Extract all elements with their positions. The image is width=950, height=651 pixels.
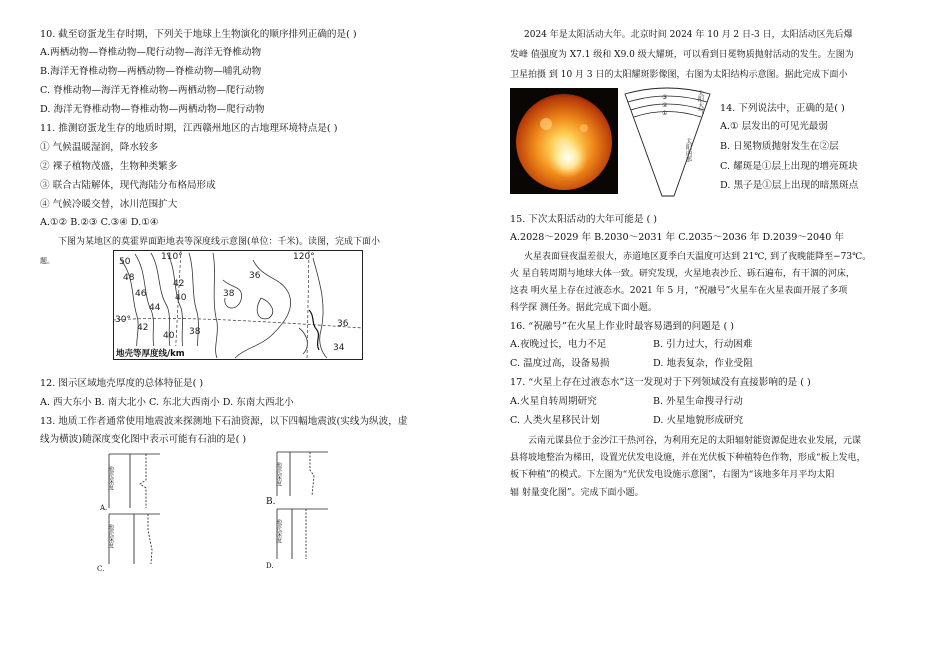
- q10-option-d: D. 海洋无脊椎动物—脊椎动物—两栖动物—爬行动物: [40, 104, 265, 115]
- q11-statement-4: ④ 气候冷暖交替，冰川范围扩大: [40, 199, 178, 210]
- moho-depth-map: [113, 250, 363, 360]
- mars-intro-line-1: 火星表面昼夜温差很大，赤道地区夏季白天温度可达到 21℃, 到了夜晚能降至−73℃。: [524, 252, 872, 262]
- pv-intro-line-1: 云南元谋县位于金沙江干热河谷，为利用充足的太阳辐射能资源促进农业发展，元谋: [528, 436, 862, 446]
- sun-intro-line-1: 2024 年是太阳活动大年。北京时间 2024 年 10 月 2 日-3 日，太阳活动区先后爆: [524, 30, 853, 40]
- q11-statement-1: ① 气候温暖湿润，降水较多: [40, 142, 159, 153]
- q14-option-c: C. 耀斑是①层上出现的增亮斑块: [720, 161, 858, 172]
- panel-d-letter: D.: [266, 562, 274, 570]
- seismic-panel-a: [104, 450, 184, 512]
- diagram-atmosphere-label: 太阳大气: [696, 90, 704, 114]
- map-label-40-top: 40: [175, 293, 187, 303]
- q13-stem-line-1: 13. 地质工作者通常使用地震波来探测地下石油资源，以下四幅地震波(实线为纵波，虚: [40, 416, 408, 427]
- diagram-layer-3: ③: [662, 94, 668, 101]
- map-label-36-east: 36: [337, 319, 349, 329]
- q13-stem-line-2: 线为横波)随深度变化图中表示可能有石油的是( ): [40, 434, 247, 445]
- map-label-30-lat: 30°: [115, 315, 131, 325]
- q12-stem: 12. 图示区域地壳厚度的总体特征是( ): [40, 378, 204, 389]
- map-label-44: 44: [149, 303, 161, 313]
- panel-c-axis-label: 地壳深度: [106, 524, 114, 548]
- q16-option-d: D. 地表复杂，作业受阻: [653, 358, 753, 369]
- q14-stem: 14. 下列说法中，正确的是( ): [720, 103, 845, 114]
- q10-option-c: C. 脊椎动物—海洋无脊椎动物—两栖动物—爬行动物: [40, 85, 265, 96]
- seismic-panel-c: [104, 510, 184, 568]
- q14-option-b: B. 日冕物质抛射发生在②层: [720, 141, 839, 152]
- pv-intro-line-3: 板下种植”的模式。下左图为“光伏发电设施示意图”，右图为“该地多年月平均太阳: [510, 470, 835, 480]
- map-intro-line-2: 题。: [40, 257, 54, 265]
- panel-a-letter: A.: [100, 504, 108, 512]
- q16-option-c: C. 温度过高，设备易损: [510, 358, 610, 369]
- q11-stem: 11. 推测窃蛋龙生存的地质时期，江西赣州地区的古地理环境特点是( ): [40, 123, 338, 134]
- map-label-42-bottom: 42: [137, 323, 149, 333]
- q11-choices: A.①② B.②③ C.③④ D.①④: [40, 217, 159, 228]
- q10-stem: 10. 截至窃蛋龙生存时期，下列关于地球上生物演化的顺序排列正确的是( ): [40, 29, 357, 40]
- diagram-layer-2: ②: [662, 102, 668, 109]
- map-label-40-bottom: 40: [163, 331, 175, 341]
- q14-option-d: D. 黑子是①层上出现的暗黑斑点: [720, 180, 859, 191]
- panel-b-letter: B.: [266, 497, 276, 507]
- map-label-38-top: 38: [223, 289, 235, 299]
- map-label-36: 36: [249, 271, 261, 281]
- q10-option-b: B.海洋无脊椎动物—两栖动物—脊椎动物—哺乳动物: [40, 66, 262, 77]
- solar-flare-photo: [510, 88, 618, 194]
- sun-structure-diagram: [622, 86, 712, 198]
- q15-choices: A.2028～2029 年 B.2030～2031 年 C.2035～2036 年 D.2039～2040 年: [510, 232, 844, 243]
- q17-option-d: D. 火星地貌形成研究: [653, 415, 744, 426]
- map-label-50: 50: [119, 257, 131, 267]
- seismic-panel-d: [272, 505, 352, 563]
- mars-intro-line-3: 这表 明火星上存在过液态水。2021 年 5 月，“祝融号”火星车在火星表面开展了多项: [510, 286, 848, 296]
- mars-intro-line-2: 火 星自转周期与地球大体一致。研究发现，火星地表沙丘、砾石遍布，有干涸的河床，: [510, 269, 855, 279]
- panel-d-axis-label: 地壳深度: [274, 519, 282, 543]
- sun-intro-line-3: 卫星拍摄 到 10 月 3 日的太阳耀斑影像图，右图为太阳结构示意图。据此完成下面小: [510, 70, 848, 80]
- q15-stem: 15. 下次太阳活动的大年可能是 ( ): [510, 214, 658, 225]
- q14-option-a: A.① 层发出的可见光最弱: [720, 121, 828, 132]
- sun-intro-line-2: 发峰 值强度为 X7.1 级和 X9.0 级大耀斑，可以看到日冕物质抛射活动的发生。左图为: [510, 50, 854, 60]
- map-label-110-lon: 110°: [161, 252, 183, 262]
- map-label-38-bottom: 38: [189, 327, 201, 337]
- diagram-layer-1: ①: [662, 110, 668, 117]
- q16-option-a: A.夜晚过长，电力不足: [510, 339, 607, 350]
- q17-option-b: B. 外星生命搜寻行动: [653, 396, 743, 407]
- q11-statement-3: ③ 联合古陆解体，现代海陆分布格局形成: [40, 180, 216, 191]
- map-label-46: 46: [135, 289, 147, 299]
- q16-stem: 16. “祝融号”在火星上作业时最容易遇到的问题是 ( ): [510, 321, 734, 332]
- map-intro-line-1: 下图为某地区的莫霍界面距地表等深度线示意图(单位：千米)。读图，完成下面小: [58, 237, 381, 247]
- q17-stem: 17. “火星上存在过液态水”这一发现对于下列领域没有直接影响的是 ( ): [510, 377, 811, 388]
- map-legend: 地壳等厚度线/km: [116, 349, 185, 359]
- map-label-42-top: 42: [173, 279, 185, 289]
- map-label-34: 34: [333, 343, 345, 353]
- q16-option-b: B. 引力过大，行动困难: [653, 339, 753, 350]
- pv-intro-line-4: 辐 射量变化图”。完成下面小题。: [510, 488, 644, 498]
- panel-b-axis-label: 地壳深度: [274, 462, 282, 486]
- diagram-interior-label: 太阳内部: [684, 138, 692, 162]
- seismic-panel-b: [272, 448, 352, 498]
- q11-statement-2: ② 裸子植物茂盛，生物种类繁多: [40, 161, 178, 172]
- q17-option-c: C. 人类火星移民计划: [510, 415, 600, 426]
- q12-choices: A. 西大东小 B. 南大北小 C. 东北大西南小 D. 东南大西北小: [40, 397, 294, 408]
- pv-intro-line-2: 县将坡地整治为梯田，设置光伏发电设施，并在光伏板下种植特色作物，形成“板上发电，: [510, 453, 866, 463]
- panel-a-axis-label: 地壳深度: [106, 466, 114, 490]
- map-label-120-lon: 120°: [293, 252, 315, 262]
- q17-option-a: A.火星自转周期研究: [510, 396, 597, 407]
- map-label-48: 48: [123, 273, 135, 283]
- mars-intro-line-4: 科学探 测任务。据此完成下面小题。: [510, 303, 657, 313]
- q10-option-a: A.两栖动物—脊椎动物—爬行动物—海洋无脊椎动物: [40, 47, 262, 58]
- panel-c-letter: C.: [97, 565, 105, 573]
